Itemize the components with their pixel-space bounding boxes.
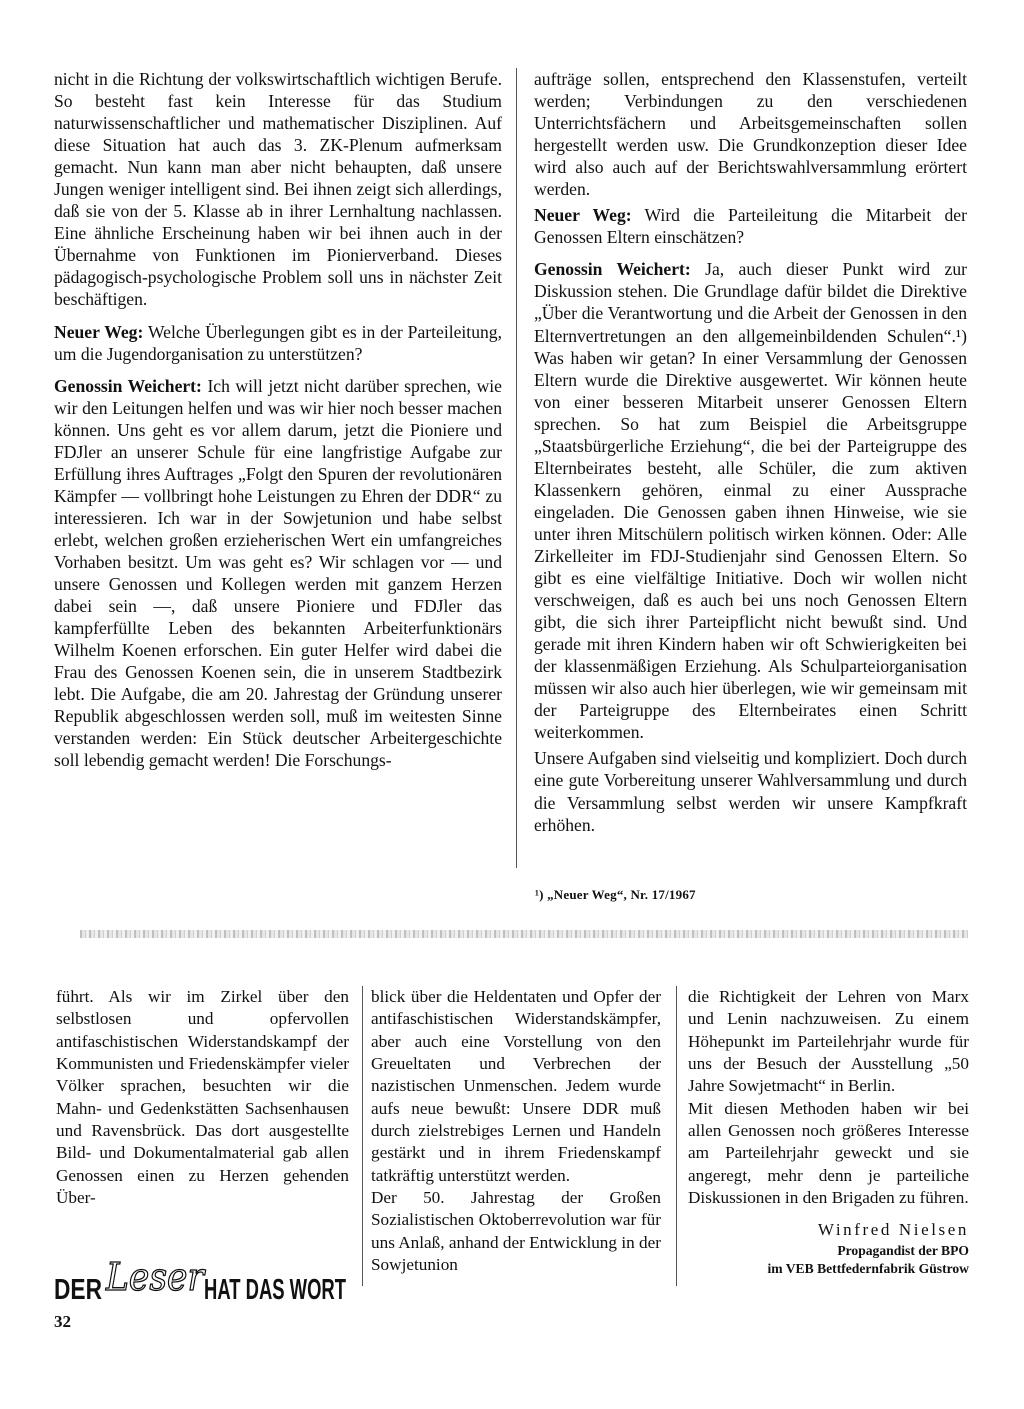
paragraph: aufträge sollen, entsprechend den Klassenstufen, verteilt werden; Verbindungen zu den verschiedenen Unterrichtsfächern und Arbeitsgemeinschaften sollen hergestellt werden usw. Die Grundkonzeption dieser Idee wird also auch auf der Berichtswahlversammlung erörtert werden. — [534, 69, 967, 200]
section-separator — [80, 930, 968, 938]
paragraph: führt. Als wir im Zirkel über den selbstlosen und opfervollen antifaschistischen Widerstandskampf der Kommunisten und Friedenskämpfer vieler Völker sprachen, besuchten wir die Mahn- und Gedenkstätten Sachsenhausen und Ravensbrück. Das dort ausgestellte Bild- und Dokumentalmaterial gab allen Genossen einen zu Herzen gehenden Über- — [56, 987, 349, 1208]
question-text: Wird die Parteileitung die Mitarbeit der Genossen Eltern einschätzen? — [534, 205, 967, 248]
speaker-label: Neuer Weg: — [54, 321, 144, 342]
author-signature: Winfred Nielsen — [817, 1220, 969, 1240]
speaker-label: Genossin Weichert: — [534, 259, 691, 280]
letter-column-1 — [56, 986, 349, 1209]
page-number: 32 — [54, 1312, 71, 1331]
footnote: ¹) „Neuer Weg“, Nr. 17/1967 — [535, 887, 696, 902]
column-divider — [362, 986, 363, 1286]
speaker-label: Neuer Weg: — [534, 205, 632, 226]
question-text: Welche Überlegungen gibt es in der Parteileitung, um die Jugendorganisation zu unterstützen? — [54, 321, 502, 364]
column-divider — [676, 986, 677, 1286]
speaker-label: Genossin Weichert: — [54, 375, 202, 396]
logo-script-leser: Leser — [105, 1255, 207, 1299]
paragraph: Unsere Aufgaben sind vielseitig und kompliziert. Doch durch eine gute Vorbereitung unserer Wahlversammlung und durch die Versammlung selbst werden wir unsere Kampfkraft erhöhen. — [534, 748, 967, 835]
paragraph: blick über die Heldentaten und Opfer der antifaschistischen Widerstandskämpfer, aber auch eine Vorstellung von den Greueltaten und Verbrechen der nazistischen Unmenschen. Jedem wurde aufs neue bewußt: Unsere DDR muß durch zielstrebiges Lernen und Handeln gestärkt und in ihrem Friedenskampf tatkräftig unterstützt werden. — [371, 987, 661, 1185]
question-paragraph — [534, 204, 967, 248]
article-column-left — [54, 68, 502, 771]
paragraph: Mit diesen Methoden haben wir bei allen Genossen noch größeres Interesse am Parteilehrjahr geweckt und sie angeregt, mehr denn je parteiliche Diskussionen in den Brigaden zu führen. — [688, 1098, 969, 1208]
section-logo — [52, 1254, 348, 1304]
letter-column-3 — [688, 986, 969, 1278]
answer-text: Ja, auch dieser Punkt wird zur Diskussion stehen. Die Grundlage dafür bildet die Direktive „Über die Verantwortung und die Arbeit der Genossen in den Elternvertretungen an den allgemeinbildenden Schulen“.¹) Was haben wir getan? In einer Versammlung der Genossen Eltern wurde die Direktive ausgewertet. Wir können heute von einer besseren Mitarbeit unserer Genossen Eltern sprechen. So hat zum Beispiel die Arbeitsgruppe „Staatsbürgerliche Erziehung“, die bei der Parteigruppe des Elternbeirates besteht, alle Schüler, die zum aktiven Klassenkern gehören, einmal zu einer Aussprache eingeladen. Die Genossen gaben ihnen Hinweise, wie sie unter ihren Mitschülern politisch wirken können. Oder: Alle Zirkelleiter im FDJ-Studienjahr sind Genossen Eltern. So gibt es eine vielfältige Initiative. Doch wir wollen nicht verschweigen, daß es auch bei uns noch Genossen Eltern gibt, die sich ihrer Parteipflicht nicht bewußt sind. Und gerade mit ihren Kindern haben wir oft Schwierigkeiten bei der klassenmäßigen Erziehung. Als Schulparteiorganisation müssen wir also auch hier überlegen, wie wir gemeinsam mit der Parteigruppe des Elternbeirates einen Schritt weiterkommen. — [534, 259, 968, 743]
paragraph: Der 50. Jahrestag der Großen Sozialistischen Oktoberrevolution war für uns Anlaß, anhand der Entwicklung in der Sowjetunion — [371, 1188, 661, 1275]
paragraph: nicht in die Richtung der volkswirtschaftlich wichtigen Berufe. So besteht fast kein Interesse für das Studium naturwissenschaftlicher und mathematischer Disziplinen. Auf diese Situation hat auch das 3. ZK-Plenum aufmerksam gemacht. Nun kann man aber nicht behaupten, daß unsere Jungen weniger intelligent sind. Bei ihnen zeigt sich allerdings, daß sie von der 5. Klasse ab in ihrer Lernhaltung nachlassen. Eine ähnliche Erscheinung haben wir bei ihnen auch in der Übernahme von Funktionen im Pionierverband. Dieses pädagogisch-psychologische Problem soll uns in nächster Zeit beschäftigen. — [54, 69, 502, 310]
answer-paragraph — [534, 258, 967, 743]
answer-paragraph — [54, 375, 502, 772]
answer-text: Ich will jetzt nicht darüber sprechen, wie wir den Leitungen helfen und was wir hier noch besser machen können. Uns geht es vor allem darum, jetzt die Pioniere und FDJler an unserer Schule für eine langfristige Aufgabe zur Erfüllung ihres Auftrages „Folgt den Spuren der revolutionären Kämpfer — vollbringt hohe Leistungen zu Ehren der DDR“ zu interessieren. Ich war in der Sowjetunion und habe selbst erlebt, welchen großen erzieherischen Wert ein umfangreiches Vorhaben besitzt. Um was geht es? Wir schlagen vor — und unsere Genossen und Kollegen werden mit ganzem Herzen dabei sein —, daß unsere Pioniere und FDJler das kampferfüllte Leben des bekannten Arbeiterfunktionärs Wilhelm Koenen erforschen. Ein guter Helfer wird dabei die Frau des Genossen Koenen sein, die in unserem Stadtbezirk lebt. Die Aufgabe, die am 20. Jahrestag der Gründung unserer Republik abgeschlossen werden soll, muß im weitesten Sinne verstanden werden: Ein Stück deutscher Arbeitergeschichte soll lebendig gemacht werden! Die Forschungs- — [54, 375, 502, 771]
paragraph: die Richtigkeit der Lehren von Marx und Lenin nachzuweisen. Zu einem Höhepunkt im Parteilehrjahr wurde für uns der Besuch der Ausstellung „50 Jahre Sowjetmacht“ in Berlin. — [688, 987, 969, 1096]
question-paragraph — [54, 321, 502, 365]
author-affiliation: im VEB Bettfedernfabrik Güstrow — [767, 1260, 969, 1276]
logo-text-hat-das-wort: HAT DAS WORT — [204, 1274, 347, 1306]
author-role: Propagandist der BPO — [837, 1242, 969, 1258]
logo-text-der: DER — [54, 1274, 103, 1306]
article-column-right — [534, 68, 967, 836]
column-divider — [516, 68, 517, 868]
letter-column-2 — [371, 986, 661, 1276]
